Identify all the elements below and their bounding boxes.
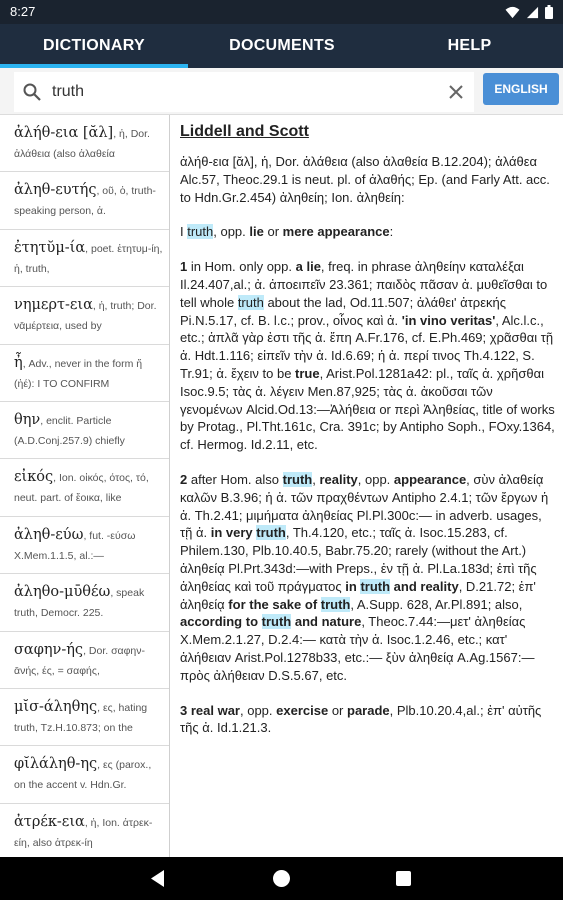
entry-text: , Plb.10.20.4,al.; ἐπ' αὐτῆς τῆς ἀ. Id.1.21.3. xyxy=(180,702,542,736)
result-headword: ἐτητῠμ-ία xyxy=(14,239,86,256)
list-item[interactable] xyxy=(0,632,169,689)
bold-text: lie xyxy=(249,224,264,240)
bold-text: and nature xyxy=(291,614,362,630)
back-icon[interactable] xyxy=(151,870,165,887)
list-item[interactable] xyxy=(0,746,169,803)
entry-text: , Th.4.120, etc.; ταῖς ἀ. Isoc.15.283, cf. Philem.130, Plb.10.40.5, Babr.75.20; rarely (without the Art.) ἀληθείᾳ Pl.Prt.343d:—with Preps., ἐν τῇ ἀ. Pl.La.183d; ἐπὶ τῆς ἀληθείας καὶ τοῦ πράγματος xyxy=(180,525,537,594)
entry-text: about the lad, Od.11.507; ἀλάθει' ἀτρεκής Pi.N.5.17, cf. B. l.c.; prov., οἶνος καὶ ἀ. xyxy=(180,294,506,328)
entry-sense-1 xyxy=(180,223,555,241)
tab-documents[interactable]: DOCUMENTS xyxy=(229,37,335,54)
result-headword: ἀλήθ-εια [ᾰλ] xyxy=(14,125,114,141)
entry-text: , Arist.Pol.1281a42: pl., ταῖς ἀ. χρῆσθαι Isoc.9.5; τὰς ἀ. λέγειν Men.87,925; τὰς ἀ. ἀκοῦσαι τῶν γενομένων Alcid.Od.13:—Ἀλήθεια or περὶ Ἀληθείας, title of works by Protag., Pl.Tht.161c, Cra. 391c; by Antipho Soph., FOxy.1364, cf. Hermog. Id.2.11, etc. xyxy=(180,365,555,453)
tab-dictionary[interactable]: DICTIONARY xyxy=(43,37,145,54)
search-highlight: truth xyxy=(360,578,391,594)
result-headword: φῐλάληθ-ης xyxy=(14,756,98,773)
entry-text: , D.21.72; ἐπ' ἀληθείᾳ xyxy=(180,578,536,612)
result-headword: ἀτρέκ-εια xyxy=(14,813,85,830)
tab-bar xyxy=(0,24,563,68)
bold-text: 2 xyxy=(180,471,188,487)
recents-icon[interactable] xyxy=(396,871,411,886)
list-item[interactable] xyxy=(0,574,169,631)
system-nav-bar xyxy=(0,857,563,900)
entry-text: , Alc.l.c., etc.; ἁπλᾶ γὰρ ἐστι τῆς ἀ. ἔπη A.Fr.176, cf. E.Ph.469; χρᾶσθαι τῇ ἀ. Hdt.1.116; εἰπεῖν τὴν ἀ. Id.6.69; ἡ ἀ. περί τινος Th.4.122, S. Tr.91; ἀ. ἔχειν to be xyxy=(180,312,554,381)
bold-text: according to xyxy=(180,614,262,630)
search-highlight: truth xyxy=(320,596,351,612)
list-item[interactable] xyxy=(0,689,169,746)
list-item[interactable] xyxy=(0,115,169,172)
list-item[interactable] xyxy=(0,402,169,459)
results-list xyxy=(0,115,170,857)
bold-text: in xyxy=(345,578,361,594)
search-highlight: truth xyxy=(256,525,286,541)
result-headword: ἦ xyxy=(14,354,23,371)
entry-text: , Theoc.7.44:—μετ' ἀληθείας X.Mem.2.1.27, D.2.4:— κατὰ τὴν ἀ. Isoc.1.2.46, etc.; κατ' ἀλήθειαν Arist.Pol.1278b33, etc.:— ξὺν ἀληθείᾳ A.Ag.1567:—πρὸς ἀλήθειαν D.S.5.67, etc. xyxy=(180,614,535,683)
entry-text: , opp. xyxy=(357,471,394,487)
result-headword: ἀληθ-ευτής xyxy=(14,182,97,199)
result-snippet: , ἡ, Ion. ἀτρεκ-είη, also ἀτρεκ-ίη xyxy=(14,816,153,849)
result-snippet: , ες (parox., on the accent v. Hdn.Gr. xyxy=(14,759,152,792)
result-snippet: , poet. ἐτητυμ-ίη, ἡ, truth, xyxy=(14,242,163,275)
entry-text: , A.Supp. 628, Ar.Pl.891; also, xyxy=(350,596,523,612)
entry-text: : xyxy=(389,224,394,240)
list-item[interactable] xyxy=(0,172,169,229)
entry-sense-1-2 xyxy=(180,471,555,685)
entry-text: , opp. xyxy=(213,224,250,240)
search-highlight: truth xyxy=(282,471,313,487)
search-field xyxy=(14,72,474,112)
entry-sense-1-3 xyxy=(180,702,555,738)
entry-title: Liddell and Scott xyxy=(180,123,309,140)
entry-text: after Hom. also xyxy=(187,471,283,487)
result-snippet: , fut. -εύσω X.Mem.1.1.5, al.:— xyxy=(14,529,136,562)
search-input[interactable] xyxy=(52,78,432,106)
battery-icon xyxy=(545,5,553,19)
list-item[interactable] xyxy=(0,287,169,344)
result-snippet: , οῦ, ὁ, truth-speaking person, ἀ. xyxy=(14,185,156,218)
signal-icon xyxy=(526,6,539,19)
result-headword: ἀληθ-εύω xyxy=(14,526,84,543)
result-snippet: , ες, hating truth, Tz.H.10.873; on the xyxy=(14,701,148,734)
bold-text: true xyxy=(295,365,320,381)
result-headword: σαφην-ής xyxy=(14,641,84,658)
tab-help[interactable]: HELP xyxy=(447,37,492,54)
list-item[interactable] xyxy=(0,459,169,516)
bold-text: appearance xyxy=(393,471,467,487)
search-highlight: truth xyxy=(187,224,214,240)
bold-text: exercise xyxy=(276,702,329,718)
wifi-icon xyxy=(505,6,520,19)
list-item[interactable] xyxy=(0,345,169,402)
list-item[interactable] xyxy=(0,517,169,574)
entry-pane xyxy=(172,115,563,857)
result-headword: ἀληθο-μῡθέω xyxy=(14,584,111,601)
bold-text: for the sake of xyxy=(228,596,321,612)
list-item[interactable] xyxy=(0,230,169,287)
result-headword: εἰκός xyxy=(14,469,54,486)
status-time: 8:27 xyxy=(10,4,36,19)
entry-text: , freq. in phrase ἀληθείην καταλέξαι Il.24.407,al.; ἀ. ἀποειπεῖν 23.361; παιδὸς πᾶσαν ἀ. μυθεῖσθαι to tell whole xyxy=(180,259,548,310)
list-item[interactable] xyxy=(0,804,169,857)
entry-text: in Hom. only opp. xyxy=(187,259,296,275)
entry-sense-1-1 xyxy=(180,258,555,454)
result-headword: μῐσ-άληθης xyxy=(14,698,98,715)
entry-text: I xyxy=(180,224,188,240)
bold-text: and reality xyxy=(390,578,459,594)
entry-text: or xyxy=(263,224,283,240)
status-bar xyxy=(0,0,563,24)
bold-text: 3 real war xyxy=(180,702,240,718)
result-headword: νημερτ-εια xyxy=(14,297,93,314)
entry-text: , opp. xyxy=(240,702,277,718)
entry-headline: ἀλήθ-εια [ᾰλ], ἡ, Dor. ἀλάθεια (also ἀλαθεία B.12.204); ἀλάθεα Alc.57, Theoc.29.1 is neut. pl. of ἀλαθής; Ep. (and Farly Att. acc. to Hdn.Gr.2.454) ἀληθείη; Ion. ἀληθείη: xyxy=(180,154,550,205)
bold-text: reality xyxy=(319,471,358,487)
bold-text: 1 xyxy=(180,259,188,275)
clear-icon[interactable] xyxy=(446,82,466,102)
entry-text: , xyxy=(312,471,320,487)
bold-text: parade xyxy=(347,702,390,718)
result-snippet: , enclit. Particle (A.D.Conj.257.9) chiefly xyxy=(14,414,125,447)
result-snippet: , ἡ, Dor. ἀλάθεια (also ἀλαθεία xyxy=(14,128,150,160)
entry-text: or xyxy=(328,702,347,718)
bold-text: in very xyxy=(210,525,257,541)
search-highlight: truth xyxy=(237,294,264,310)
language-button[interactable]: ENGLISH xyxy=(483,73,559,105)
result-snippet: , Ion. οἰκός, ότος, τό, neut. part. of ἔοικα, like xyxy=(14,472,149,505)
status-icons xyxy=(505,5,553,19)
result-snippet: , Dor. σαφην-ᾱνής, ές, = σαφής, xyxy=(14,644,146,677)
result-snippet: , ἡ, truth; Dor. νᾱμέρτεια, used by xyxy=(14,300,157,333)
search-bar xyxy=(0,68,563,115)
bold-text: mere appearance xyxy=(282,224,390,240)
bold-text: a lie xyxy=(295,259,321,275)
result-snippet: , speak truth, Democr. 225. xyxy=(14,587,145,620)
search-highlight: truth xyxy=(261,614,292,630)
bold-text: 'in vino veritas' xyxy=(401,312,496,328)
home-icon[interactable] xyxy=(273,870,290,887)
result-headword: θην xyxy=(14,411,41,428)
entry-text: , σὺν ἀλαθείᾳ καλῶν B.3.96; ἡ ἀ. τῶν πραχθέντων Antipho 2.4.1; τῶν ἔργων ἡ ἀ. Th.2.41; μιμήματα ἀληθείας Pl.Pl.300c:— in adverb. usages, τῇ ἀ. xyxy=(180,471,549,541)
search-icon[interactable] xyxy=(22,82,42,102)
result-snippet: , Adv., never in the form ἤ (ἠέ): I TO CONFIRM xyxy=(14,357,143,390)
